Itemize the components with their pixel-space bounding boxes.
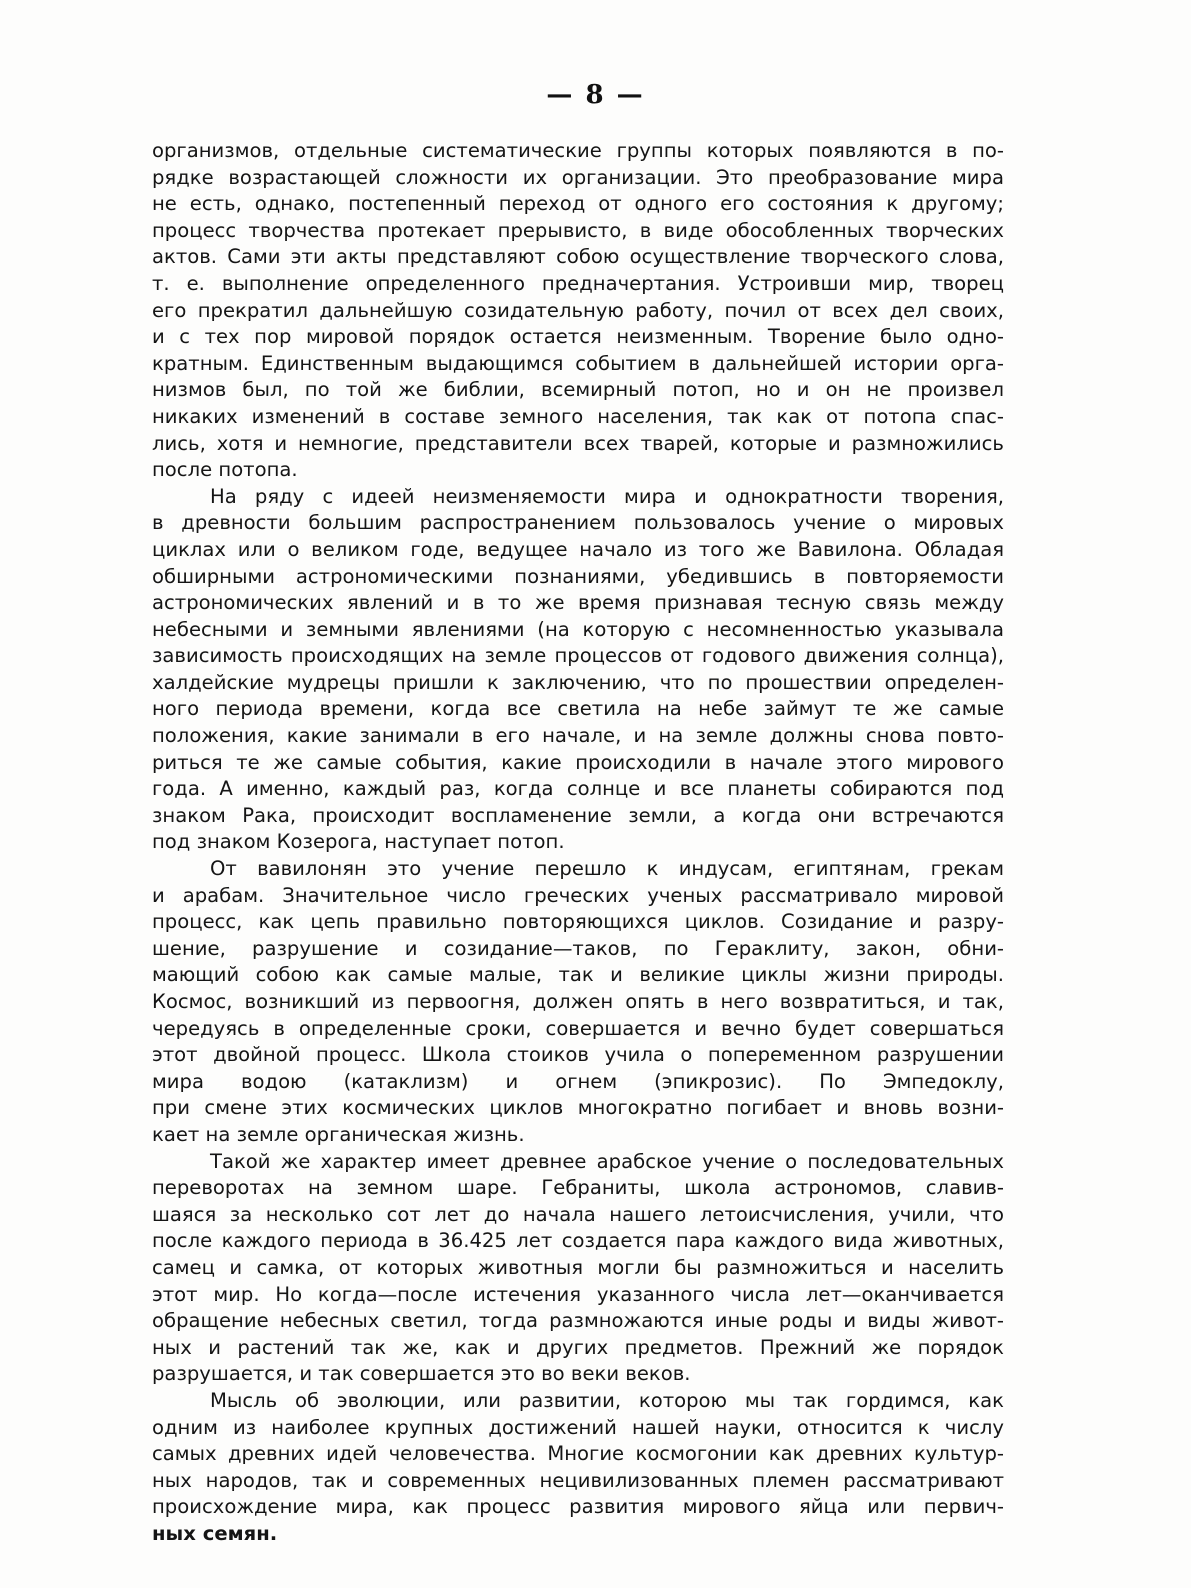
text-line: Космос, возникший из первоогня, должен опять в него возвратиться, и так, bbox=[152, 990, 1004, 1013]
text-line: шаяся за несколько сот лет до начала нашего летоисчисления, учили, что bbox=[152, 1202, 1004, 1226]
text-line: ного периода времени, когда все светила на небе займут те же самые bbox=[152, 697, 1004, 721]
text-line: актов. Сами эти акты представляют собою осуществление творческого слова, bbox=[152, 245, 1004, 269]
page-number: — 8 — bbox=[546, 80, 645, 110]
text-line: и с тех пор мировой порядок остается неизменным. Творение было одно- bbox=[152, 325, 1004, 349]
text-line: после потопа. bbox=[152, 458, 298, 482]
text-line: От вавилонян это учение перешло к индусам, египтянам, грекам bbox=[210, 857, 1004, 881]
text-line: рядке возрастающей сложности их организации. Это преобразование мира bbox=[152, 165, 1004, 189]
text-line: этот двойной процесс. Школа стоиков учила о попеременном разрушении bbox=[152, 1043, 1004, 1067]
text-line: т. е. выполнение определенного предначертания. Устроивши мир, творец bbox=[152, 271, 1004, 295]
text-line: мира водою (катаклизм) и огнем (эпикрозис). По Эмпедоклу, bbox=[152, 1069, 1004, 1093]
text-line: обращение небесных светил, тогда размножаются иные роды и виды живот- bbox=[152, 1309, 1004, 1333]
paragraph-3 bbox=[152, 856, 1004, 1149]
text-line: организмов, отдельные систематические группы которых появляются в по- bbox=[152, 139, 1004, 162]
paragraph-5 bbox=[152, 1388, 1004, 1548]
text-line: процесс, как цепь правильно повторяющихся циклов. Созидание и разру- bbox=[152, 910, 1004, 934]
body-text bbox=[152, 138, 1004, 1547]
text-line: происхождение мира, как процесс развития мирового яйца или первич- bbox=[152, 1495, 1004, 1519]
text-line: небесными и земными явлениями (на которую с несомненностью указывала bbox=[152, 617, 1004, 641]
text-line: циклах или о великом годе, ведущее начало из того же Вавилона. Обладая bbox=[152, 537, 1004, 561]
paragraph-1 bbox=[152, 138, 1004, 484]
text-line: самых древних идей человечества. Многие космогонии как древних культур- bbox=[152, 1442, 1004, 1466]
text-line: самец и самка, от которых животныя могли бы размножиться и населить bbox=[152, 1255, 1004, 1279]
text-line: кратным. Единственным выдающимся событием в дальнейшей истории орга- bbox=[152, 351, 1004, 375]
text-line: в древности большим распространением пользовалось учение о мировых bbox=[152, 511, 1004, 535]
paragraph-2 bbox=[152, 484, 1004, 856]
text-line: после каждого периода в 36.425 лет создается пара каждого вида животных, bbox=[152, 1229, 1004, 1253]
text-line: Мысль об эволюции, или развитии, которою мы так гордимся, как bbox=[210, 1388, 1004, 1412]
text-line: мающий собою как самые малые, так и великие циклы жизни природы. bbox=[152, 963, 1004, 987]
text-line: Такой же характер имеет древнее арабское учение о последовательных bbox=[210, 1149, 1004, 1173]
text-line: чередуясь в определенные сроки, совершается и вечно будет совершаться bbox=[152, 1016, 1004, 1040]
text-line: обширными астрономическими познаниями, убедившись в повторяемости bbox=[152, 564, 1004, 588]
text-line: под знаком Козерога, наступает потоп. bbox=[152, 830, 565, 854]
text-line: ных и растений так же, как и других предметов. Прежний же порядок bbox=[152, 1335, 1004, 1359]
text-line: никаких изменений в составе земного населения, так как от потопа спас- bbox=[152, 404, 1004, 428]
text-line: года. А именно, каждый раз, когда солнце и все планеты собираются под bbox=[152, 777, 1004, 801]
text-line: риться те же самые события, какие происходили в начале этого мирового bbox=[152, 750, 1004, 774]
text-line: астрономических явлений и в то же время признавая тесную связь между bbox=[152, 591, 1004, 615]
text-line: не есть, однако, постепенный переход от одного его состояния к другому; bbox=[152, 192, 1004, 216]
text-line: этот мир. Но когда—после истечения указанного числа лет—оканчивается bbox=[152, 1282, 1004, 1306]
text-line: знаком Рака, происходит воспламенение земли, а когда они встречаются bbox=[152, 803, 1004, 827]
text-line: кает на земле органическая жизнь. bbox=[152, 1122, 525, 1146]
text-line: низмов был, по той же библии, всемирный потоп, но и он не произвел bbox=[152, 378, 1004, 402]
text-line: ных народов, так и современных нецивилизованных племен рассматривают bbox=[152, 1468, 1004, 1492]
text-line: его прекратил дальнейшую созидательную работу, почил от всех дел своих, bbox=[152, 298, 1004, 322]
text-line: разрушается, и так совершается это во веки веков. bbox=[152, 1362, 691, 1386]
text-line: халдейские мудрецы пришли к заключению, что по прошествии определен- bbox=[152, 670, 1004, 694]
text-line: процесс творчества протекает прерывисто, в виде обособленных творческих bbox=[152, 218, 1004, 242]
text-line: На ряду с идеей неизменяемости мира и однократности творения, bbox=[210, 484, 1004, 508]
text-line: одним из наиболее крупных достижений нашей науки, относится к числу bbox=[152, 1415, 1004, 1439]
text-line: положения, какие занимали в его начале, и на земле должны снова повто- bbox=[152, 724, 1004, 748]
text-line: при смене этих космических циклов многократно погибает и вновь возни- bbox=[152, 1096, 1004, 1120]
paragraph-4 bbox=[152, 1149, 1004, 1388]
text-line: шение, разрушение и созидание—таков, по Гераклиту, закон, обни- bbox=[152, 936, 1004, 960]
text-line: зависимость происходящих на земле процессов от годового движения солнца), bbox=[152, 644, 1004, 668]
text-line: лись, хотя и немногие, представители всех тварей, которые и размножились bbox=[152, 431, 1004, 455]
text-line: и арабам. Значительное число греческих ученых рассматривало мировой bbox=[152, 883, 1004, 907]
text-line: переворотах на земном шаре. Гебраниты, школа астрономов, славив- bbox=[152, 1176, 1004, 1200]
text-line: ных семян. bbox=[152, 1521, 278, 1545]
